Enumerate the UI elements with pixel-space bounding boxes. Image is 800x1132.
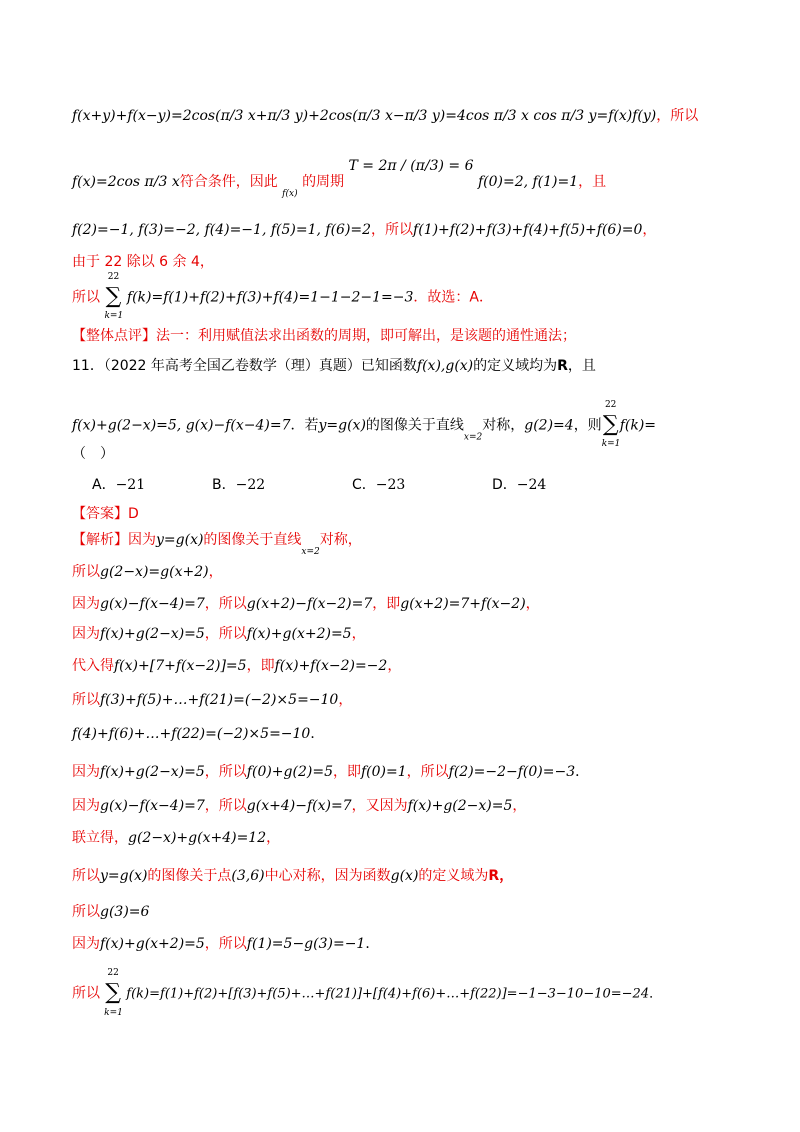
text: ， [387,658,402,674]
math-expression: f(1)+f(2)+f(3)+f(4)+f(5)+f(6)=0 [413,222,643,238]
math-expression: f(0)=1 [360,764,407,780]
text: 由于 22 除以 6 余 4， [72,254,214,270]
math-expression: f(x)=2cos π/3 x [72,174,180,190]
math-expression: g(x)−f(x−4)=7 [100,798,205,814]
math-expression: f(x)+g(2−x)=5, g(x)−f(x−4)=7 [72,417,291,434]
analysis-line-12 [72,902,760,922]
summation-symbol: 22 ∑ k=1 [601,400,621,449]
math-expression: f(2)=−1, f(3)=−2, f(4)=−1, f(5)=1, f(6)=2 [72,222,372,238]
sum-lower: k=1 [601,439,621,449]
analysis-line-7 [72,724,760,744]
text: 的定义域均为 [473,358,558,374]
math-expression: f(k)= [619,417,657,434]
solution-line-5 [72,272,760,321]
option-d [492,474,546,494]
text: ， [642,222,657,238]
text: 所以 [72,564,100,580]
option-label: A． [92,477,116,493]
overall-comment [72,326,760,346]
option-label: C． [352,477,376,493]
question-11-paren [72,444,760,464]
text: ， [266,830,281,846]
math-expression: f(x)+f(x−2)=−2 [274,658,388,674]
text: 的周期 [302,174,345,190]
text: ， [499,868,514,884]
solution-line-4 [72,252,760,272]
text: ． [649,986,663,1002]
math-expression: g(x+4)−f(x)=7 [246,798,352,814]
summation-symbol: 22 ∑ k=1 [104,272,124,321]
text: 代入得 [72,658,114,674]
math-expression: g(2−x)+g(x+4)=12 [128,830,267,846]
text: ，即 [246,658,275,674]
analysis-line-6 [72,690,760,710]
math-expression: f(2)=−2−f(0)=−3 [448,764,576,780]
option-a [92,474,145,494]
math-expression: y=g(x) [100,868,148,884]
text: ，即 [332,764,361,780]
text: 所以 [72,985,100,1002]
text: 【解析】因为 [72,532,156,548]
text: 【整体点评】法一：利用赋值法求出函数的周期，即可解出，是该题的通性通法； [72,328,576,344]
analysis-line-10 [72,828,760,848]
text: ，所以 [371,222,414,238]
text: 中心对称，因为函数 [264,868,391,884]
math-expression: f(x)+g(x+2)=5 [246,626,352,642]
math-expression: g(x+2)=7+f(x−2) [400,596,526,612]
sum-lower: k=1 [104,311,124,321]
math-expression: f(k)=f(1)+f(2)+f(3)+f(4)=1−1−2−1=−3 [126,289,414,306]
text: ，且 [567,358,596,374]
text: 联立得， [72,830,128,846]
text: （ ） [72,446,114,462]
text: 因为 [72,764,100,780]
text: ，所以 [204,764,247,780]
text: ， [351,626,366,642]
math-expression: f(x)+g(x+2)=5 [100,936,205,952]
text: ． [575,764,590,780]
math-expression: f(0)=2, f(1)=1 [477,174,579,190]
math-expression: x=2 [463,432,483,443]
option-value: −24 [516,477,547,493]
math-expression: g(2)=4 [524,417,574,434]
math-expression: g(3)=6 [100,904,150,920]
analysis-line-9 [72,796,760,816]
math-expression: g(x)−f(x−4)=7 [100,596,205,612]
question-11-conditions [72,400,760,449]
text: 对称， [482,417,525,434]
option-value: −22 [235,477,266,493]
text: 的图像关于点 [147,868,232,884]
math-R: R [557,358,568,374]
math-expression: g(2−x)=g(x+2) [100,564,209,580]
text: ，所以 [656,108,699,124]
sum-upper: 22 [604,400,617,410]
math-expression: f(x)+[7+f(x−2)]=5 [114,658,247,674]
analysis-line-13 [72,934,760,954]
text: 因为 [72,596,100,612]
option-b [212,474,265,494]
math-expression: f(x),g(x) [416,358,474,374]
math-expression: f(1)=5−g(3)=−1 [246,936,366,952]
question-11-stem [72,356,760,376]
analysis-line-1 [72,530,760,562]
text: 所以 [72,904,100,920]
text: ，即 [372,596,401,612]
sum-lower: k=1 [104,1008,123,1018]
text: ，所以 [204,596,247,612]
text: 11．（2022 年高考全国乙卷数学（理）真题）已知函数 [72,358,417,374]
text: 因为 [72,798,100,814]
text: ． [310,726,325,742]
text: ， [338,692,353,708]
math-expression: x=2 [301,547,320,557]
math-expression: T = 2π / (π/3) = 6 [348,158,474,174]
solution-line-3 [72,220,760,240]
solution-line-1 [72,106,760,126]
math-expression: f(x) [282,189,298,199]
math-expression: g(x) [390,868,419,884]
text: ， [208,564,223,580]
math-expression: f(x)+g(2−x)=5 [100,764,205,780]
text: ，又因为 [351,798,408,814]
math-expression: y=g(x) [318,417,366,434]
math-expression: f(k)=f(1)+f(2)+[f(3)+f(5)+…+f(21)]+[f(4)+f(6)+…+f(22)]=−1−3−10−10=−24 [126,986,650,1002]
analysis-line-2 [72,562,760,582]
analysis-line-4 [72,624,760,644]
text: ，且 [578,174,607,190]
text: ， [525,596,540,612]
math-R: R [488,868,500,884]
math-expression: f(3)+f(5)+…+f(21)=(−2)×5=−10 [100,692,339,708]
analysis-line-14 [72,968,760,1018]
analysis-line-11 [72,866,760,886]
text: 所以 [72,692,100,708]
math-expression: f(x)+g(2−x)=5 [100,626,205,642]
summation-symbol: 22 ∑ k=1 [104,968,123,1018]
text: 因为 [72,626,100,642]
text: 的图像关于直线 [365,417,464,434]
text: ． [365,936,380,952]
text: 的定义域为 [418,868,489,884]
sum-upper: 22 [107,968,119,978]
math-expression: f(0)+g(2)=5 [246,764,333,780]
analysis-line-3 [72,594,760,614]
option-value: −23 [375,477,406,493]
analysis-line-5 [72,656,760,676]
text: 符合条件，因此 [179,174,278,190]
text: 因为 [72,936,100,952]
math-expression: f(4)+f(6)+…+f(22)=(−2)×5=−10 [72,726,311,742]
text: 的图像关于直线 [203,532,302,548]
text: ．故选：A． [413,289,493,306]
text: ，所以 [406,764,449,780]
math-expression: f(x+y)+f(x−y)=2cos(π/3 x+π/3 y)+2cos(π/3 x−π/3 y)=4cos π/3 x cos π/3 y=f(x)f(y) [72,108,657,124]
sum-upper: 22 [107,272,120,282]
math-expression: f(x)+g(2−x)=5 [407,798,513,814]
text: ．若 [290,417,319,434]
math-expression: g(x+2)−f(x−2)=7 [246,596,373,612]
text: ，所以 [204,936,247,952]
math-expression: y=g(x) [156,532,204,548]
option-label: D． [492,477,517,493]
option-value: −21 [115,477,146,493]
analysis-line-8 [72,762,760,782]
math-expression: (3,6) [231,868,265,884]
solution-line-2 [72,158,760,204]
option-c [352,474,405,494]
answer-line [72,504,760,524]
text: ， [512,798,527,814]
text: ，所以 [204,626,247,642]
text: ，则 [573,417,602,434]
text: ，所以 [204,798,247,814]
text: 对称， [319,532,362,548]
text: 【答案】D [72,506,139,522]
text: 所以 [72,868,100,884]
text: 所以 [72,289,100,306]
option-label: B． [212,477,236,493]
